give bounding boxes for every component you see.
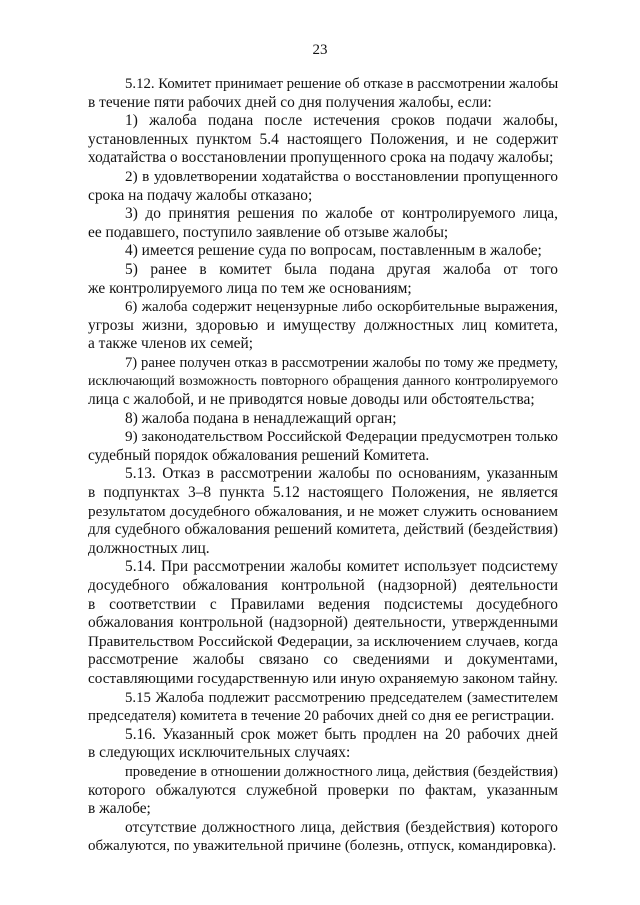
- text-line: а также членов их семей;: [88, 335, 254, 353]
- text-line: 4) имеется решение суда по вопросам, поставленным в жалобе;: [125, 242, 542, 260]
- text-line: 5.13. Отказ в рассмотрении жалобы по основаниям, указанным: [125, 465, 558, 483]
- text-line: 1) жалоба подана после истечения сроков подачи жалобы,: [125, 112, 558, 130]
- text-line: срока на подачу жалобы отказано;: [88, 186, 313, 204]
- text-line: 5.14. При рассмотрении жалобы комитет использует подсистему: [125, 558, 558, 576]
- text-line: 9) законодательством Российской Федерации предусмотрен только: [125, 428, 558, 446]
- text-line: Правительством Российской Федерации, за исключением случаев, когда: [88, 632, 558, 650]
- text-line: обжалования контрольной (надзорной) деятельности, утвержденными: [88, 614, 558, 632]
- text-line: отсутствие должностного лица, действия (бездействия) которого: [125, 818, 558, 836]
- text-line: 6) жалоба содержит нецензурные либо оскорбительные выражения,: [125, 299, 558, 316]
- text-line: 5) ранее в комитет была подана другая жалоба от того: [125, 260, 558, 278]
- text-line: 8) жалоба подана в ненадлежащий орган;: [125, 409, 397, 427]
- text-line: 3) до принятия решения по жалобе от контролируемого лица,: [125, 205, 558, 223]
- text-line: же контролируемого лица по тем же основаниям;: [88, 279, 412, 297]
- text-line: для судебного обжалования решений комитета, действий (бездействия): [88, 521, 558, 539]
- text-line: проведение в отношении должностного лица, действия (бездействия): [125, 763, 558, 780]
- page-number: 23: [312, 42, 328, 58]
- text-line: 2) в удовлетворении ходатайства о восстановлении пропущенного: [125, 167, 558, 185]
- text-line: лица с жалобой, и не приводятся новые доводы или обстоятельства;: [88, 391, 535, 409]
- text-line: установленных пунктом 5.4 настоящего Положения, и не содержит: [88, 130, 558, 148]
- text-line: 5.16. Указанный срок может быть продлен на 20 рабочих дней: [125, 725, 558, 743]
- text-line: угрозы жизни, здоровью и имуществу должностных лиц комитета,: [88, 316, 558, 334]
- text-line: председателя) комитета в течение 20 рабочих дней со дня ее регистрации.: [88, 708, 555, 725]
- text-line: 5.12. Комитет принимает решение об отказе в рассмотрении жалобы: [125, 76, 559, 92]
- text-line: обжалуются, по уважительной причине (болезнь, отпуск, командировка).: [88, 838, 557, 855]
- text-line: в жалобе;: [88, 800, 151, 818]
- body-text: [88, 75, 558, 856]
- text-line: исключающий возможность повторного обращения данного контролируемого: [88, 373, 558, 389]
- text-line: досудебного обжалования контрольной (надзорной) деятельности: [88, 577, 558, 595]
- text-line: в подпунктах 3–8 пункта 5.12 настоящего Положения, не является: [88, 484, 558, 502]
- text-line: ее подавшего, поступило заявление об отзыве жалобы;: [88, 223, 449, 241]
- text-line: рассмотрение жалобы связано со сведениями и документами,: [88, 651, 558, 669]
- text-line: ходатайства о восстановлении пропущенного срока на подачу жалобы;: [88, 149, 554, 167]
- text-line: должностных лиц.: [88, 539, 210, 557]
- text-line: судебный порядок обжалования решений Комитета.: [88, 446, 430, 464]
- text-line: результатом досудебного обжалования, и не может служить основанием: [88, 502, 558, 520]
- text-line: составляющими государственную или иную охраняемую законом тайну.: [88, 670, 558, 687]
- text-line: в соответствии с Правилами ведения подсистемы досудебного: [88, 595, 558, 613]
- text-line: 5.15 Жалоба подлежит рассмотрению председателем (заместителем: [125, 689, 558, 706]
- text-line: в следующих исключительных случаях:: [88, 744, 351, 762]
- text-line: 7) ранее получен отказ в рассмотрении жалобы по тому же предмету,: [125, 354, 558, 371]
- text-line: которого обжалуются служебной проверки по фактам, указанным: [88, 781, 558, 799]
- text-line: в течение пяти рабочих дней со дня получения жалобы, если:: [88, 93, 492, 111]
